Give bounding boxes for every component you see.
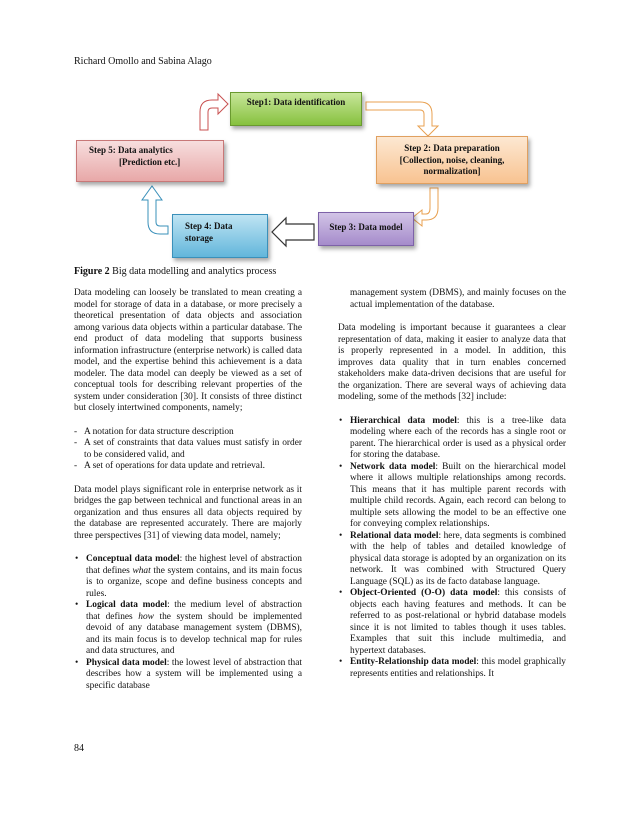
bullet-icon: • <box>339 415 343 426</box>
bullet-icon: • <box>75 657 79 668</box>
paragraph: Data modeling is important because it guarantees a clear representation of data, making it easier to analyze data that is properly represented in a model. In addition, this improves data quality that in turn enables concerned stakeholders make data-driven decisions that are useful for the organization. There are several ways of achieving data modeling, some of the methods [32] include: <box>338 323 566 402</box>
list-item <box>338 416 566 462</box>
step2-detail-2: normalization] <box>423 166 481 176</box>
term: Physical data model <box>86 657 167 668</box>
step2-detail-1: [Collection, noise, cleaning, <box>399 154 505 165</box>
term-emphasis: what <box>132 565 151 576</box>
term: Logical data model <box>86 600 168 610</box>
page-number: 84 <box>74 743 84 754</box>
step2-box <box>376 136 528 184</box>
arrow-step4-to-step5 <box>142 186 168 234</box>
term: Hierarchical data model <box>350 415 457 426</box>
list-item <box>74 658 302 693</box>
term: Network data model <box>350 461 436 472</box>
step3-box <box>318 212 414 246</box>
left-column <box>74 288 302 692</box>
step5-detail: [Prediction etc.] <box>119 156 181 167</box>
list-item: - A notation for data structure description <box>74 427 302 439</box>
step4-label: Step 4: Data <box>185 221 233 231</box>
bullet-icon: • <box>339 530 343 541</box>
step5-label: Step 5: Data analytics <box>89 145 173 155</box>
list-item: - A set of constraints that data values must satisfy in order to be considered valid, and <box>74 438 302 461</box>
bullet-icon: • <box>75 554 79 564</box>
list-item <box>74 554 302 600</box>
step5-box <box>76 140 224 182</box>
paragraph: Data modeling can loosely be translated to mean creating a model for storage of data in a database, or more precisely a theoretical presentation of data objects and association among various data objects within a particular database. The end product of data modeling that supports business information infrastructure (enterprise network) is called data model, and the expertise behind this achievement is a data modeler. The data model can deeply be viewed as a set of conceptual tools for describing relevant properties of the system under consideration [30]. It consists of three distinct but closely intertwined components, namely; <box>74 288 302 413</box>
component-list <box>74 427 302 473</box>
figure-caption <box>74 266 276 277</box>
term-text: : the highest level of abstraction that defines <box>86 554 302 576</box>
bullet-icon: • <box>339 588 343 598</box>
bullet-icon: • <box>75 600 79 610</box>
bullet-icon: • <box>339 461 343 472</box>
paragraph: Data model plays significant role in enterprise network as it bridges the gap between technical and functional areas in an organization and thus ensures all data objects required by the database are represented accurately. There are majorly three perspectives [31] of viewing data model, namely; <box>74 484 302 541</box>
term: Entity-Relationship data model <box>350 657 477 667</box>
list-item <box>338 462 566 531</box>
right-column <box>338 288 566 680</box>
term-text: : here, data segments is combined with the help of tables and detailed knowledge of physical data storage is adopted by an organization on its network. It was combined with Structured Query Language (SQL) as its de facto database language. <box>350 530 566 587</box>
term-text: the system contains, and its main focus is to organize, scope and define business concepts and rules. <box>86 565 302 599</box>
term-text: : this is a tree-like data modeling where each of the records has a single root or parent. The hierarchical order is used as a physical order for storing the database. <box>350 415 566 460</box>
method-list <box>338 416 566 681</box>
step4-label-2: storage <box>185 232 213 243</box>
bullet-icon: • <box>339 657 343 667</box>
term-text: : this consists of objects each having features and methods. It can be referred to as post-relational or hybrid database models since it is not limited to tables though it uses tables. Examples that suit this include multimedia, and hypertext databases. <box>350 588 567 656</box>
step1-label: Step1: Data identification <box>246 97 346 107</box>
running-header: Richard Omollo and Sabina Alago <box>74 56 212 67</box>
list-item <box>338 531 566 589</box>
term-text: : Built on the hierarchical model where it allows multiple relationships among records. This means that it has multiple parent records with multiple child records. Again, each record can belong to multiple sets allowing the model to be an effective one for conveying complex relationships. <box>350 461 567 529</box>
step1-box <box>230 92 362 126</box>
caption-text: Big data modelling and analytics process <box>109 266 277 277</box>
continued-text: management system (DBMS), and mainly focuses on the actual implementation of the database. <box>350 288 566 310</box>
term: Relational data model <box>350 530 439 541</box>
term: Object-Oriented (O-O) data model <box>350 588 498 598</box>
arrow-step1-to-step2 <box>366 102 438 136</box>
process-diagram <box>60 82 580 262</box>
step2-label: Step 2: Data preparation <box>404 143 500 153</box>
arrow-step3-to-step4 <box>272 218 314 246</box>
list-item <box>338 588 566 657</box>
step3-label: Step 3: Data model <box>329 222 403 232</box>
term: Conceptual data model <box>86 554 180 564</box>
term-text: : this model graphically represents entities and relationships. It <box>350 657 566 679</box>
caption-label: Figure 2 <box>74 266 110 277</box>
term-text: : the medium level of abstraction that defines <box>86 600 302 622</box>
step4-box <box>172 214 268 258</box>
term-text: the system should be implemented devoid of any database management system (DBMS), and its main focus is to develop technical map for rules and data structures, and <box>86 611 302 656</box>
list-item: - A set of operations for data update and retrieval. <box>74 461 302 473</box>
term-emphasis: how <box>138 611 154 622</box>
list-item <box>74 600 302 658</box>
arrow-step2-to-step3 <box>412 188 438 226</box>
arrow-step5-to-step1 <box>200 94 228 130</box>
term-text: : the lowest level of abstraction that describes how a system will be implemented using a specific database <box>86 657 302 691</box>
perspective-list <box>74 554 302 692</box>
list-item <box>338 657 566 680</box>
